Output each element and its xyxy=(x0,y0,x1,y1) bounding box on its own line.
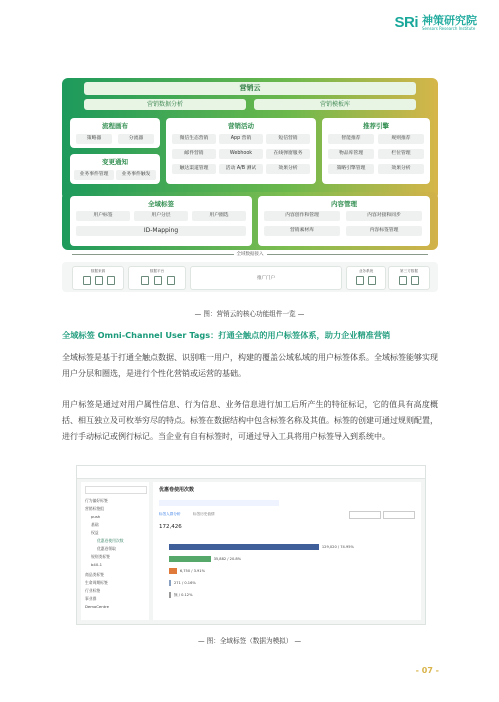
distribution-bar xyxy=(169,544,319,550)
rec-title: 推荐引擎 xyxy=(363,122,389,130)
tree-item[interactable]: 事业群 xyxy=(85,596,97,601)
activity-item: 微信生态营销 xyxy=(172,134,216,144)
tag-item: 用户圈选 xyxy=(192,211,246,221)
filter-button[interactable] xyxy=(383,511,415,519)
source-box xyxy=(346,266,386,290)
tag-ui-screenshot xyxy=(76,465,426,625)
bar-label: 無 / 0.12% xyxy=(174,593,193,597)
activity-item: App 营销 xyxy=(219,134,263,144)
source-box xyxy=(190,266,342,290)
bar-label: 271 / 0.16% xyxy=(174,581,196,585)
page-number: - 07 - xyxy=(415,666,439,675)
activity-item: 效果分析 xyxy=(266,164,310,174)
tag-item: 用户分层 xyxy=(134,211,188,221)
content-panel xyxy=(258,196,430,246)
activity-item: 触达渠道管理 xyxy=(172,164,216,174)
content-title: 内容管理 xyxy=(331,200,357,208)
content-item: 营销素材库 xyxy=(264,226,340,236)
activity-panel xyxy=(166,118,316,184)
export-button[interactable] xyxy=(349,511,381,519)
user-count: 172,426 xyxy=(159,524,182,530)
device-icon xyxy=(83,276,91,285)
tree-search-input[interactable] xyxy=(85,486,147,494)
brand-logo xyxy=(394,14,477,31)
tag-item: 用户标签 xyxy=(76,211,130,221)
notify-panel xyxy=(70,154,160,184)
tree-item[interactable]: 规则类标签 xyxy=(91,554,110,559)
paragraph-1: 全域标签是基于打通全触点数据、识别唯一用户，构建的覆盖公域私域的用户标签体系。全域标签能够实现用户分层和圈选，是进行个性化营销或运营的基础。 xyxy=(62,353,438,378)
notify-item: 业务事件管理 xyxy=(74,170,114,180)
source-label: 数据平台 xyxy=(149,269,165,273)
recommendation-panel xyxy=(322,118,430,184)
notify-item: 业务事件触发 xyxy=(116,170,156,180)
marketing-cloud-diagram xyxy=(62,78,438,292)
content-item: 内容对接和同步 xyxy=(346,211,422,221)
paragraph-2: 用户标签是通过对用户属性信息、行为信息、业务信息进行加工后所产生的特征标记，它的值具有高度概括、相互独立及可枚举穷尽的特点。标签在数据结构中包含标签名称及其值。标签的创建可通过规则配置，进行手动标记或例行标记。当企业有自有标签时，可通过导入工具将用户标签导入到系统中。 xyxy=(62,400,438,441)
tab-crowd-analysis[interactable]: 标签人群分析 xyxy=(159,512,181,516)
tag-rule-bar xyxy=(159,500,279,506)
data-access-label: 全域数据接入 xyxy=(62,251,438,257)
bar-label: 35,882 / 20.8% xyxy=(213,557,242,561)
logo-chinese-name: 神策研究院 xyxy=(422,13,477,27)
tree-item[interactable]: DemoCentre xyxy=(85,604,109,609)
source-label: 第三方数据 xyxy=(400,269,418,273)
tree-item[interactable]: push xyxy=(91,514,101,519)
rec-item: 智能推荐 xyxy=(328,134,374,144)
distribution-bar xyxy=(169,592,171,598)
flow-panel xyxy=(70,118,160,148)
activity-title: 营销活动 xyxy=(228,122,254,130)
platform-icon xyxy=(167,276,175,285)
rec-item: 栏位管理 xyxy=(378,149,424,159)
activity-item: 活动 A/B 测试 xyxy=(219,164,263,174)
tree-item[interactable]: b40-1 xyxy=(91,562,103,567)
tag-name: 优惠卷使用次数 xyxy=(159,487,195,493)
source-label: 数据来源 xyxy=(90,269,106,273)
tree-item[interactable]: 生命周期标签 xyxy=(85,580,108,585)
flow-item: 分流器 xyxy=(118,134,154,144)
logo-mark: SRi xyxy=(394,14,418,31)
activity-item: 短信营销 xyxy=(266,134,310,144)
source-label: 业务系统 xyxy=(358,269,374,273)
flow-item: 策略器 xyxy=(76,134,112,144)
tag-detail-panel xyxy=(153,482,421,620)
notify-title: 变更通知 xyxy=(102,158,128,166)
content-item: 内容创作和管理 xyxy=(264,211,340,221)
tag-title: 全域标签 xyxy=(148,200,174,208)
tree-item[interactable]: 商品类标签 xyxy=(85,572,104,577)
activity-item: 邮件营销 xyxy=(172,149,216,159)
diagram-sub-left: 营销数据分析 xyxy=(84,99,246,110)
source-box xyxy=(128,266,186,290)
flow-title: 流程画布 xyxy=(102,122,128,130)
tag-panel xyxy=(70,196,252,246)
rec-item: 策略引擎管理 xyxy=(328,164,374,174)
tab-history[interactable]: 标签历史值情 xyxy=(193,512,215,516)
distribution-bar xyxy=(169,568,177,574)
figure-caption-2: — 图：全域标签（数据为模拟） — xyxy=(197,637,302,645)
system-icon xyxy=(368,276,376,285)
source-label: 推广门户 xyxy=(257,276,275,281)
rec-item: 效果分析 xyxy=(378,164,424,174)
tree-item[interactable]: 权益 xyxy=(91,530,99,535)
screenshot-topbar xyxy=(77,466,425,479)
bar-label: 129,020 / 74.95% xyxy=(321,545,354,549)
device-icon xyxy=(95,276,103,285)
id-mapping-bar: ID-Mapping xyxy=(76,226,246,236)
tree-item[interactable]: 优惠卷领取 xyxy=(97,546,116,551)
logo-english-name: Sensors Research Institute xyxy=(422,25,476,31)
device-icon xyxy=(107,276,115,285)
figure-caption-1: — 图：营销云的核心功能组件一览 — xyxy=(194,310,305,318)
diagram-sub-right: 营销模板库 xyxy=(254,99,416,110)
tree-item-selected[interactable]: 优惠卷使用次数 xyxy=(97,538,124,543)
source-box xyxy=(72,266,124,290)
section-heading: 全域标签 Omni-Channel User Tags：打通全触点的用户标签体系，助力企业精准营销 xyxy=(62,330,391,340)
system-icon xyxy=(356,276,364,285)
third-party-icon xyxy=(411,276,419,285)
data-sources-band xyxy=(62,262,438,292)
rec-item: 规则推荐 xyxy=(378,134,424,144)
tree-item[interactable]: 基础 xyxy=(91,522,99,527)
tree-item[interactable]: 行业标签 xyxy=(85,588,101,593)
bar-label: 6,750 / 3.91% xyxy=(179,569,206,573)
distribution-bar xyxy=(169,556,211,562)
diagram-title: 营销云 xyxy=(84,82,416,95)
activity-item: 在线弹窗服务 xyxy=(266,149,310,159)
distribution-bar xyxy=(169,580,171,586)
tree-item[interactable]: 行为偏好标签 xyxy=(85,498,108,503)
activity-item: Webhook xyxy=(219,149,263,159)
platform-icon xyxy=(154,276,162,285)
content-item: 内容标签管理 xyxy=(346,226,422,236)
tree-item[interactable]: 营销标签组 xyxy=(85,506,104,511)
tag-tree-sidebar xyxy=(81,482,149,620)
rec-item: 物品库管理 xyxy=(328,149,374,159)
third-party-icon xyxy=(399,276,407,285)
platform-icon xyxy=(141,276,149,285)
source-box xyxy=(388,266,430,290)
